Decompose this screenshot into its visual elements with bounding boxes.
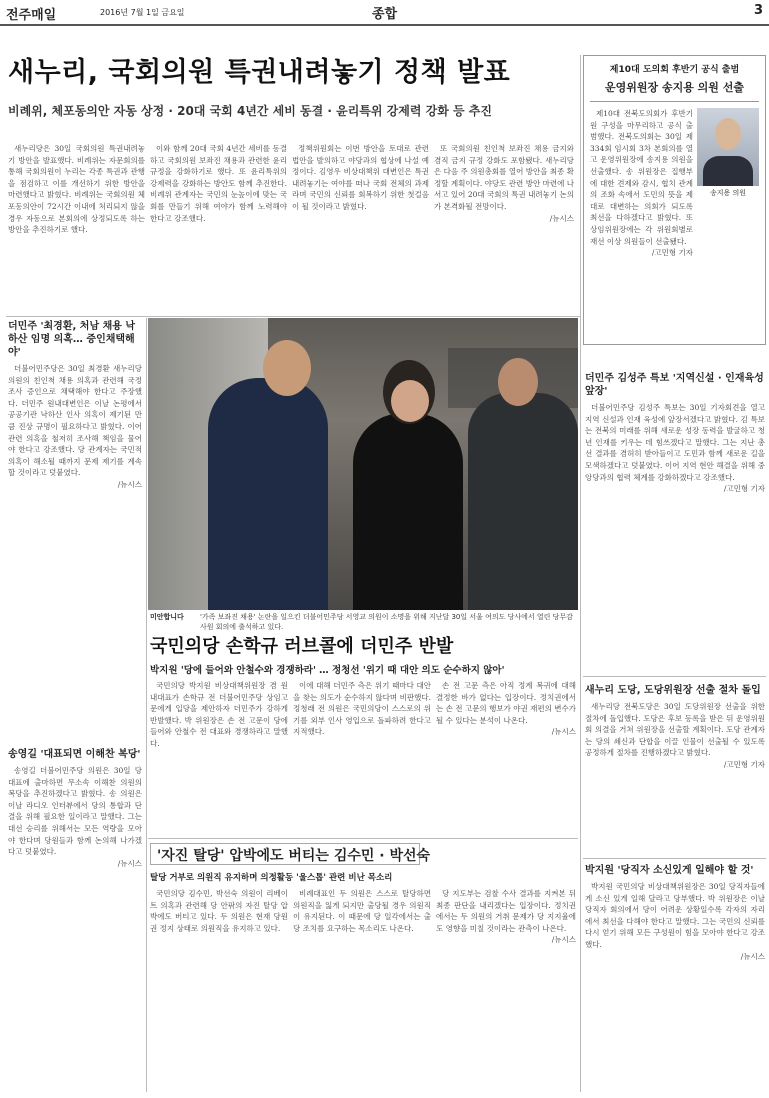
left-story-2 xyxy=(8,748,142,1093)
sidebar-box xyxy=(583,55,766,345)
issue-date: 2016년 7월 1일 금요일 xyxy=(100,8,185,17)
lead-byline: /뉴시스 xyxy=(549,213,574,223)
photo-credit: 미안합니다 xyxy=(150,613,184,621)
divider xyxy=(6,316,580,317)
section-name: 종합 xyxy=(372,7,398,22)
right-story-3-headline: 박지원 '당직자 소신있게 일해야 할 것' xyxy=(585,865,754,876)
right-story-2-byline: /고민형 기자 xyxy=(723,759,765,769)
right-story-2 xyxy=(585,684,765,854)
right-story-3 xyxy=(585,864,765,1092)
second-headline: 국민의당 손학규 러브콜에 더민주 반발 xyxy=(150,636,454,657)
left-story-2-byline: /뉴시스 xyxy=(117,858,142,868)
right-story-1-headline: 더민주 김성주 특보 '지역신설 · 인재육성 앞장' xyxy=(585,373,764,397)
divider xyxy=(583,858,766,859)
sidebar-byline: /고민형 기자 xyxy=(651,248,693,258)
left-story-2-body: 송영길 더불어민주당 의원은 30일 당 대표에 출마하면 무소속 이해찬 의원의 복당을 추진하겠다고 밝혔다. 송 의원은 이날 라디오 인터뷰에서 당의 통합과 단결을 위해 필요한 일이라고 말했다. 그는 대선 승리를 위해서는 모든 역량을 모아야 한다며 당원들과 함께 논의해 나가겠다고 덧붙였다. /뉴시스 xyxy=(8,766,142,868)
lead-column-4: 또 국회의원 친인척 보좌진 채용 금지와 겸직 금지 규정 강화도 포함됐다. 새누리당은 다음 주 의원총회를 열어 방안을 최종 확정할 계획이다. 야당도 관련 방안 마련에 나서고 있어 20대 국회의 특권 내려놓기 논의가 본격화될 전망이다. /뉴시스 xyxy=(434,144,574,223)
second-byline: /뉴시스 xyxy=(551,727,576,737)
third-byline: /뉴시스 xyxy=(551,935,576,945)
right-story-1-byline: /고민형 기자 xyxy=(723,484,765,494)
third-subhead: 탈당 거부로 의원직 유지하며 의정활동 '울스톱' 관련 비난 목소리 xyxy=(150,873,393,883)
second-column-1: 국민의당 박지원 비상대책위원장 겸 원내대표가 손학규 전 더불어민주당 상임고문에게 입당을 제안하자 더민주가 강하게 반발했다. 박 위원장은 손 전 고문이 당에 들어와 안철수 전 대표와 경쟁하라고 말했다. xyxy=(150,681,288,748)
right-story-3-byline: /뉴시스 xyxy=(740,951,765,961)
second-column-2: 이에 대해 더민주 측은 위기 때마다 대안을 찾는 의도가 순수하지 않다며 비판했다. 정청래 전 의원은 국민의당이 스스로의 위기를 외부 인사 영입으로 돌파하려 한다고 지적했다. xyxy=(293,681,431,737)
page-header xyxy=(0,0,769,26)
right-story-2-headline: 새누리 도당, 도당위원장 선출 절차 돌입 xyxy=(585,685,761,696)
third-column-1: 국민의당 김수민, 박선숙 의원이 리베이트 의혹과 관련해 당 안팎의 자진 탈당 압박에도 버티고 있다. 두 의원은 현재 당원권 정지 상태로 의원직을 유지하고 있다. xyxy=(150,889,288,933)
photo-caption: '가족 보좌진 채용' 논란을 일으킨 더불어민주당 서영교 의원이 소명을 위해 지난달 30일 서울 여의도 당사에서 열린 당무감사원 회의에 출석하고 있다. xyxy=(200,613,573,631)
divider xyxy=(146,318,147,1092)
second-column-3: 손 전 고문 측은 아직 정계 복귀에 대해 결정한 바가 없다는 입장이다. 정치권에서는 손 전 고문의 행보가 야권 재편의 변수가 될 수 있다는 분석이 나온다. /뉴시스 xyxy=(436,681,576,737)
page-number: 3 xyxy=(753,3,763,18)
left-story-headline: 더민주 '최경환, 처남 채용 낙하산 임명 의혹… 증인채택해야' xyxy=(8,321,136,358)
sidebar-kicker: 제10대 도의회 후반기 공식 출범 xyxy=(609,65,740,75)
left-story-2-headline: 송영길 '대표되면 이해찬 복당' xyxy=(8,749,141,760)
sidebar-title: 운영위원장 송지용 의원 선출 xyxy=(590,79,759,102)
lead-headline: 새누리, 국회의원 특권내려놓기 정책 발표 xyxy=(8,57,511,88)
lead-column-1: 새누리당은 30일 국회의원 특권내려놓기 방안을 발표했다. 비례위는 자문회의를 통해 국회의원이 누리는 각종 특권과 관행을 점검하고 이를 개선하기 위한 방안을 마련했다고 밝혔다. 비례위는 국회의원 체포동의안이 72시간 이내에 처리되지 않을 경우 자동으로 본회의에 상정되도록 하는 방안을 추진하기로 했다. xyxy=(8,144,145,235)
left-story-body: 더불어민주당은 30일 최경환 새누리당 의원의 친인척 채용 의혹과 관련해 국정조사 증인으로 채택해야 한다고 주장했다. 더민주 원내대변인은 이날 논평에서 공공기관 낙하산 인사 의혹이 제기된 만큼 진상 규명이 필요하다고 밝혔다. 이어 관련 의혹을 철저히 조사해 책임을 물어야 한다고 강조했다. 당 관계자는 국민적 의혹이 해소될 때까지 문제 제기를 계속할 것이라고 덧붙였다. /뉴시스 xyxy=(8,364,142,489)
sidebar-body: 제10대 전북도의회가 후반기 원 구성을 마무리하고 공식 출범했다. 전북도의회는 30일 제334회 임시회 3차 본회의를 열고 운영위원장에 송지용 의원을 선출했다. 송 위원장은 집행부에 대한 견제와 감시, 협치 관계의 조화 속에서 도민의 뜻을 제대로 대변하는 의회가 되도록 최선을 다하겠다고 밝혔다. 또 상임위원장에는 각 위원회별로 재선 이상 의원들이 선출됐다. /고민형 기자 xyxy=(590,109,693,258)
third-column-2: 비례대표인 두 의원은 스스로 탈당하면 의원직을 잃게 되지만 출당될 경우 의원직이 유지된다. 이 때문에 당 일각에서는 출당 조치를 요구하는 목소리도 나온다. xyxy=(293,889,431,933)
divider xyxy=(148,838,578,839)
lead-column-2: 이와 함께 20대 국회 4년간 세비를 동결하고 국회의원 보좌진 채용과 관련한 윤리 규정을 강화하기로 했다. 또 윤리특위의 강제력을 강화하는 방안도 함께 추진한다. 비례위 관계자는 국민의 눈높이에 맞는 국회를 만들기 위해 여야가 함께 노력해야 한다고 강조했다. xyxy=(150,144,287,223)
lead-column-3: 정책위원회는 이번 방안을 토대로 관련 법안을 발의하고 야당과의 협상에 나설 예정이다. 김영우 비상대책위 대변인은 특권 내려놓기는 여야를 떠나 국회 전체의 과제라며 국민의 신뢰를 회복하기 위한 첫걸음이 될 것이라고 밝혔다. xyxy=(292,144,429,211)
third-column-3: 당 지도부는 검찰 수사 결과를 지켜본 뒤 최종 판단을 내리겠다는 입장이다. 정치권에서는 두 의원의 거취 문제가 당 지지율에도 영향을 미칠 것이라는 관측이 나온다. /뉴시스 xyxy=(436,889,576,945)
masthead: 전주매일 xyxy=(6,8,57,23)
left-story xyxy=(8,320,142,740)
right-story-1-body: 더불어민주당 김성주 특보는 30일 기자회견을 열고 지역 신설과 인재 육성에 앞장서겠다고 밝혔다. 김 특보는 전북의 미래를 위해 새로운 성장 동력을 발굴하고 청년 인재를 키우는 데 힘쓰겠다고 말했다. 그는 지난 총선 결과를 겸허히 받아들이고 도민과 함께 새로운 길을 모색하겠다고 덧붙였다. 이어 지역 현안 해결을 위해 중앙당과의 협력 체계를 강화하겠다고 강조했다. /고민형 기자 xyxy=(585,403,765,494)
divider xyxy=(583,676,766,677)
right-story-1 xyxy=(585,372,765,672)
third-headline: '자진 탈당' 압박에도 버티는 김수민 · 박선숙 xyxy=(150,843,420,865)
news-photo xyxy=(148,318,578,610)
second-subhead: 박지원 '당에 들어와 안철수와 경쟁하라' … 정청선 '위기 때 대안 의도 순수하지 않아' xyxy=(150,665,505,676)
portrait-photo xyxy=(697,108,759,186)
right-story-2-body: 새누리당 전북도당은 30일 도당위원장 선출을 위한 절차에 돌입했다. 도당은 후보 등록을 받은 뒤 운영위원회 의결을 거쳐 위원장을 선출할 계획이다. 도당 관계자는 당의 쇄신과 단합을 이끌 인물이 선출될 수 있도록 공정하게 절차를 진행하겠다고 밝혔다. /고민형 기자 xyxy=(585,702,765,769)
portrait-caption: 송지용 의원 xyxy=(709,189,747,197)
lead-subhead: 비례위, 체포동의안 자동 상정 · 20대 국회 4년간 세비 동결 · 윤리특위 강제력 강화 등 추진 xyxy=(8,104,492,118)
right-story-3-body: 박지원 국민의당 비상대책위원장은 30일 당직자들에게 소신 있게 일해 달라고 당부했다. 박 위원장은 이날 당직자 회의에서 당이 어려운 상황일수록 각자의 자리에서 최선을 다해야 한다고 말했다. 그는 국민의 신뢰를 다시 얻기 위해 모든 구성원이 힘을 모아야 한다고 강조했다. /뉴시스 xyxy=(585,882,765,961)
divider xyxy=(580,55,581,1092)
left-story-byline: /뉴시스 xyxy=(117,479,142,489)
